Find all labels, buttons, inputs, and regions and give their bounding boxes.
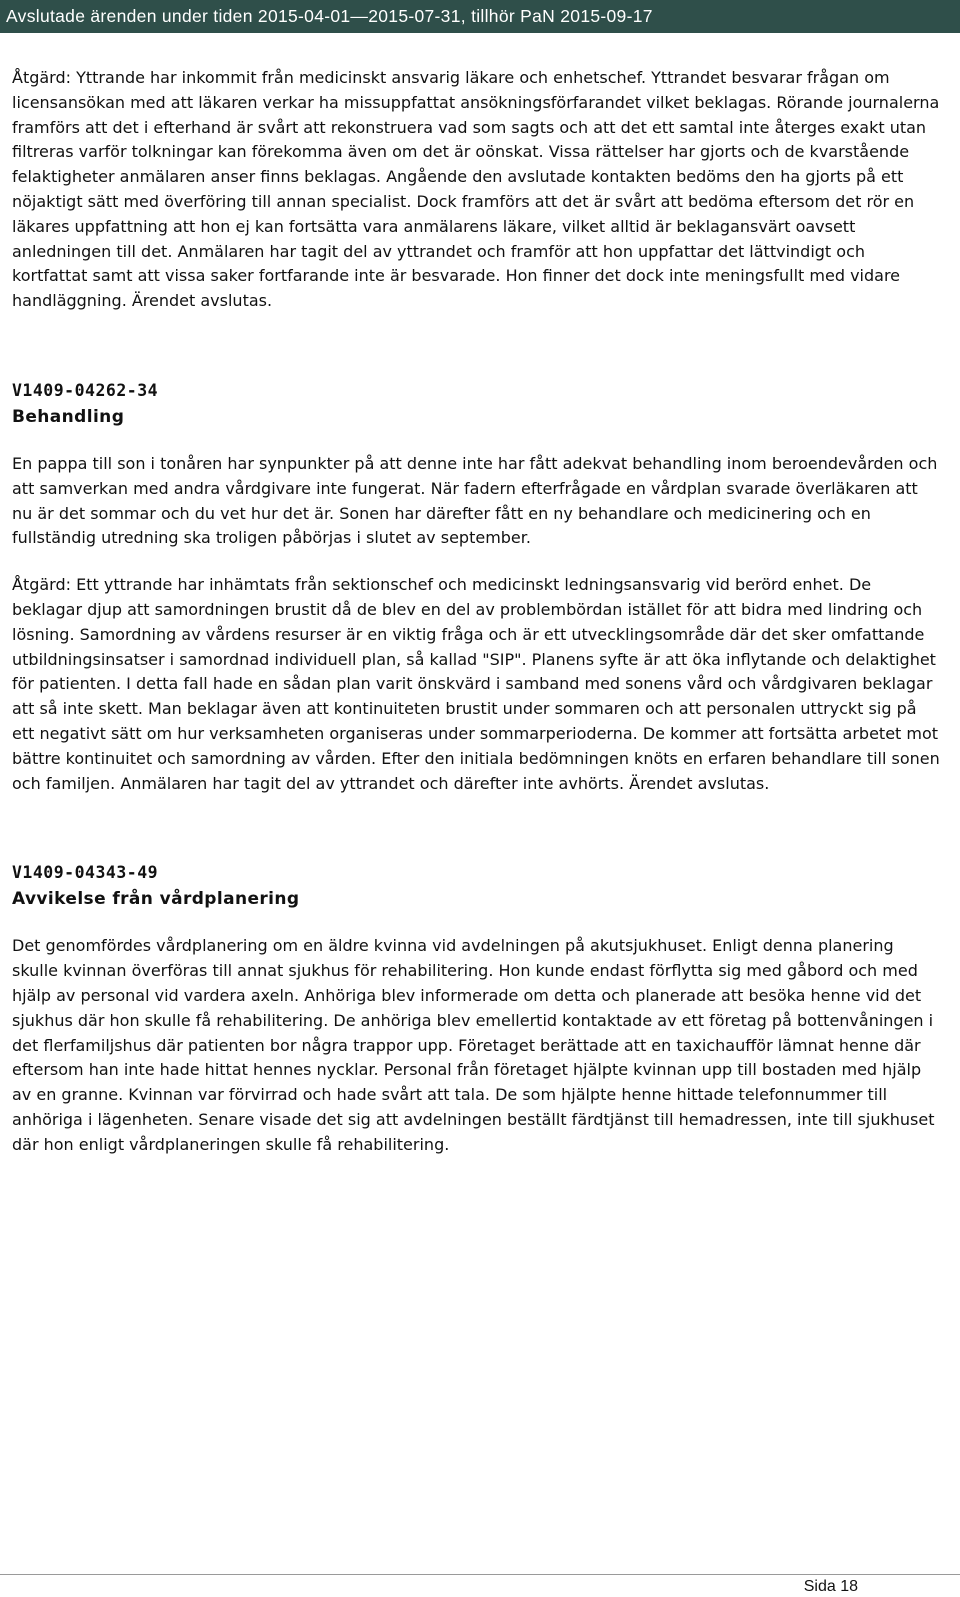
section-gap [12, 796, 942, 860]
case-id: V1409-04343-49 [12, 863, 159, 883]
case-description: Det genomfördes vårdplanering om en äldre kvinna vid avdelningen på akutsjukhuset. Enligt denna planering skulle kvinnan överföras till annat sjukhus för rehabilitering. Hon kunde endast förflytta sig med gåbord och med hjälp av personal vid vardera axeln. Anhöriga blev informerade om detta och planerade att besöka henne vid det sjukhus där hon skulle få rehabilitering. De anhöriga blev emellertid kontaktade av ett företag på bottenvåningen i det flerfamiljshus där patienten bor några trappor upp. Företaget berättade att en taxichaufför lämnat henne där eftersom han inte hade hittat hennes nycklar. Personal från företaget hjälpte kvinnan upp till bostaden med hjälp av en granne. Kvinnan var förvirrad och hade svårt att tala. De som hjälpte henne hittade telefonnummer till anhöriga i lägenheten. Senare visade det sig att avdelningen beställt färdtjänst till hemadressen, inte till sjukhuset där hon enligt vårdplaneringen skulle få rehabilitering. [12, 936, 935, 1154]
case-section [12, 378, 942, 796]
paragraph-gap [12, 912, 942, 934]
document-body [12, 66, 942, 1158]
footer-divider [0, 1574, 960, 1575]
intro-action-paragraph: Åtgärd: Yttrande har inkommit från medicinskt ansvarig läkare och enhetschef. Yttrandet besvarar frågan om licensansökan med att läkaren verkar ha missuppfattat ansökningsförfarandet vilket beklagas. Rörande journalerna framförs att det i efterhand är svårt att rekonstruera vad som sagts och att det ett samtal inte återges exakt utan filtreras varför tolkningar kan förekomma även om det är oönskat. Vissa rättelser har gjorts och de kvarstående felaktigheter anmälaren anser finns beklagas. Angående den avslutade kontakten bedöms den ha gjorts på ett nöjaktigt sätt med överföring till annan specialist. Dock framförs att det är svårt att bedöma eftersom det rör en läkares uppfattning att hon ej kan fortsätta vara anmälarens läkare, vilket alltid är beklagansvärt oavsett anledningen till det. Anmälaren har tagit del av yttrandet och framför att hon uppfattar det lättvindigt och kortfattat samt att vissa saker fortfarande inte är besvarade. Hon finner det dock inte meningsfullt med vidare handläggning. Ärendet avslutas. [12, 68, 940, 311]
case-action: Åtgärd: Ett yttrande har inhämtats från sektionschef och medicinskt ledningsansvarig vid berörd enhet. De beklagar djup att samordningen brustit då de blev en del av problembördan istället för att bidra med lindring och lösning. Samordning av vårdens resurser är en viktig fråga och är ett utvecklingsområde där det sker omfattande utbildningsinsatser i samordnad individuell plan, så kallad "SIP". Planens syfte är att öka inflytande och delaktighet för patienten. I detta fall hade en sådan plan varit önskvärd i samband med sonens vård och vårdgivaren beklagar att så inte skett. Man beklagar även att kontinuiteten brustit under sommaren och att personalen uttryckt sig på ett negativt sätt om hur verksamheten organiseras under sommarperioderna. De kommer att fortsätta arbetet mot bättre kontinuitet och samordning av vården. Efter den initiala bedömningen knöts en erfaren behandlare till sonen och familjen. Anmälaren har tagit del av yttrandet och därefter inte avhörts. Ärendet avslutas. [12, 575, 940, 793]
paragraph-gap [12, 430, 942, 452]
case-title: Behandling [12, 406, 125, 427]
header-title: Avslutade ärenden under tiden 2015-04-01—2015-07-31, tillhör PaN 2015-09-17 [6, 6, 653, 26]
page-header [0, 0, 960, 33]
case-description: En pappa till son i tonåren har synpunkter på att denne inte har fått adekvat behandling inom beroendevården och att samverkan med andra vårdgivare inte fungerat. När fadern efterfrågade en vårdplan svarade överläkaren att nu är det sommar och du vet hur det är. Sonen har därefter fått en ny behandlare och medicinering och en fullständig utredning ska troligen påbörjas i slutet av september. [12, 453, 938, 548]
page-number: Sida 18 [803, 1578, 858, 1595]
case-id: V1409-04262-34 [12, 380, 159, 400]
case-title: Avvikelse från vårdplanering [12, 889, 300, 910]
paragraph-gap [12, 551, 942, 573]
section-gap [12, 314, 942, 378]
case-section [12, 860, 942, 1157]
